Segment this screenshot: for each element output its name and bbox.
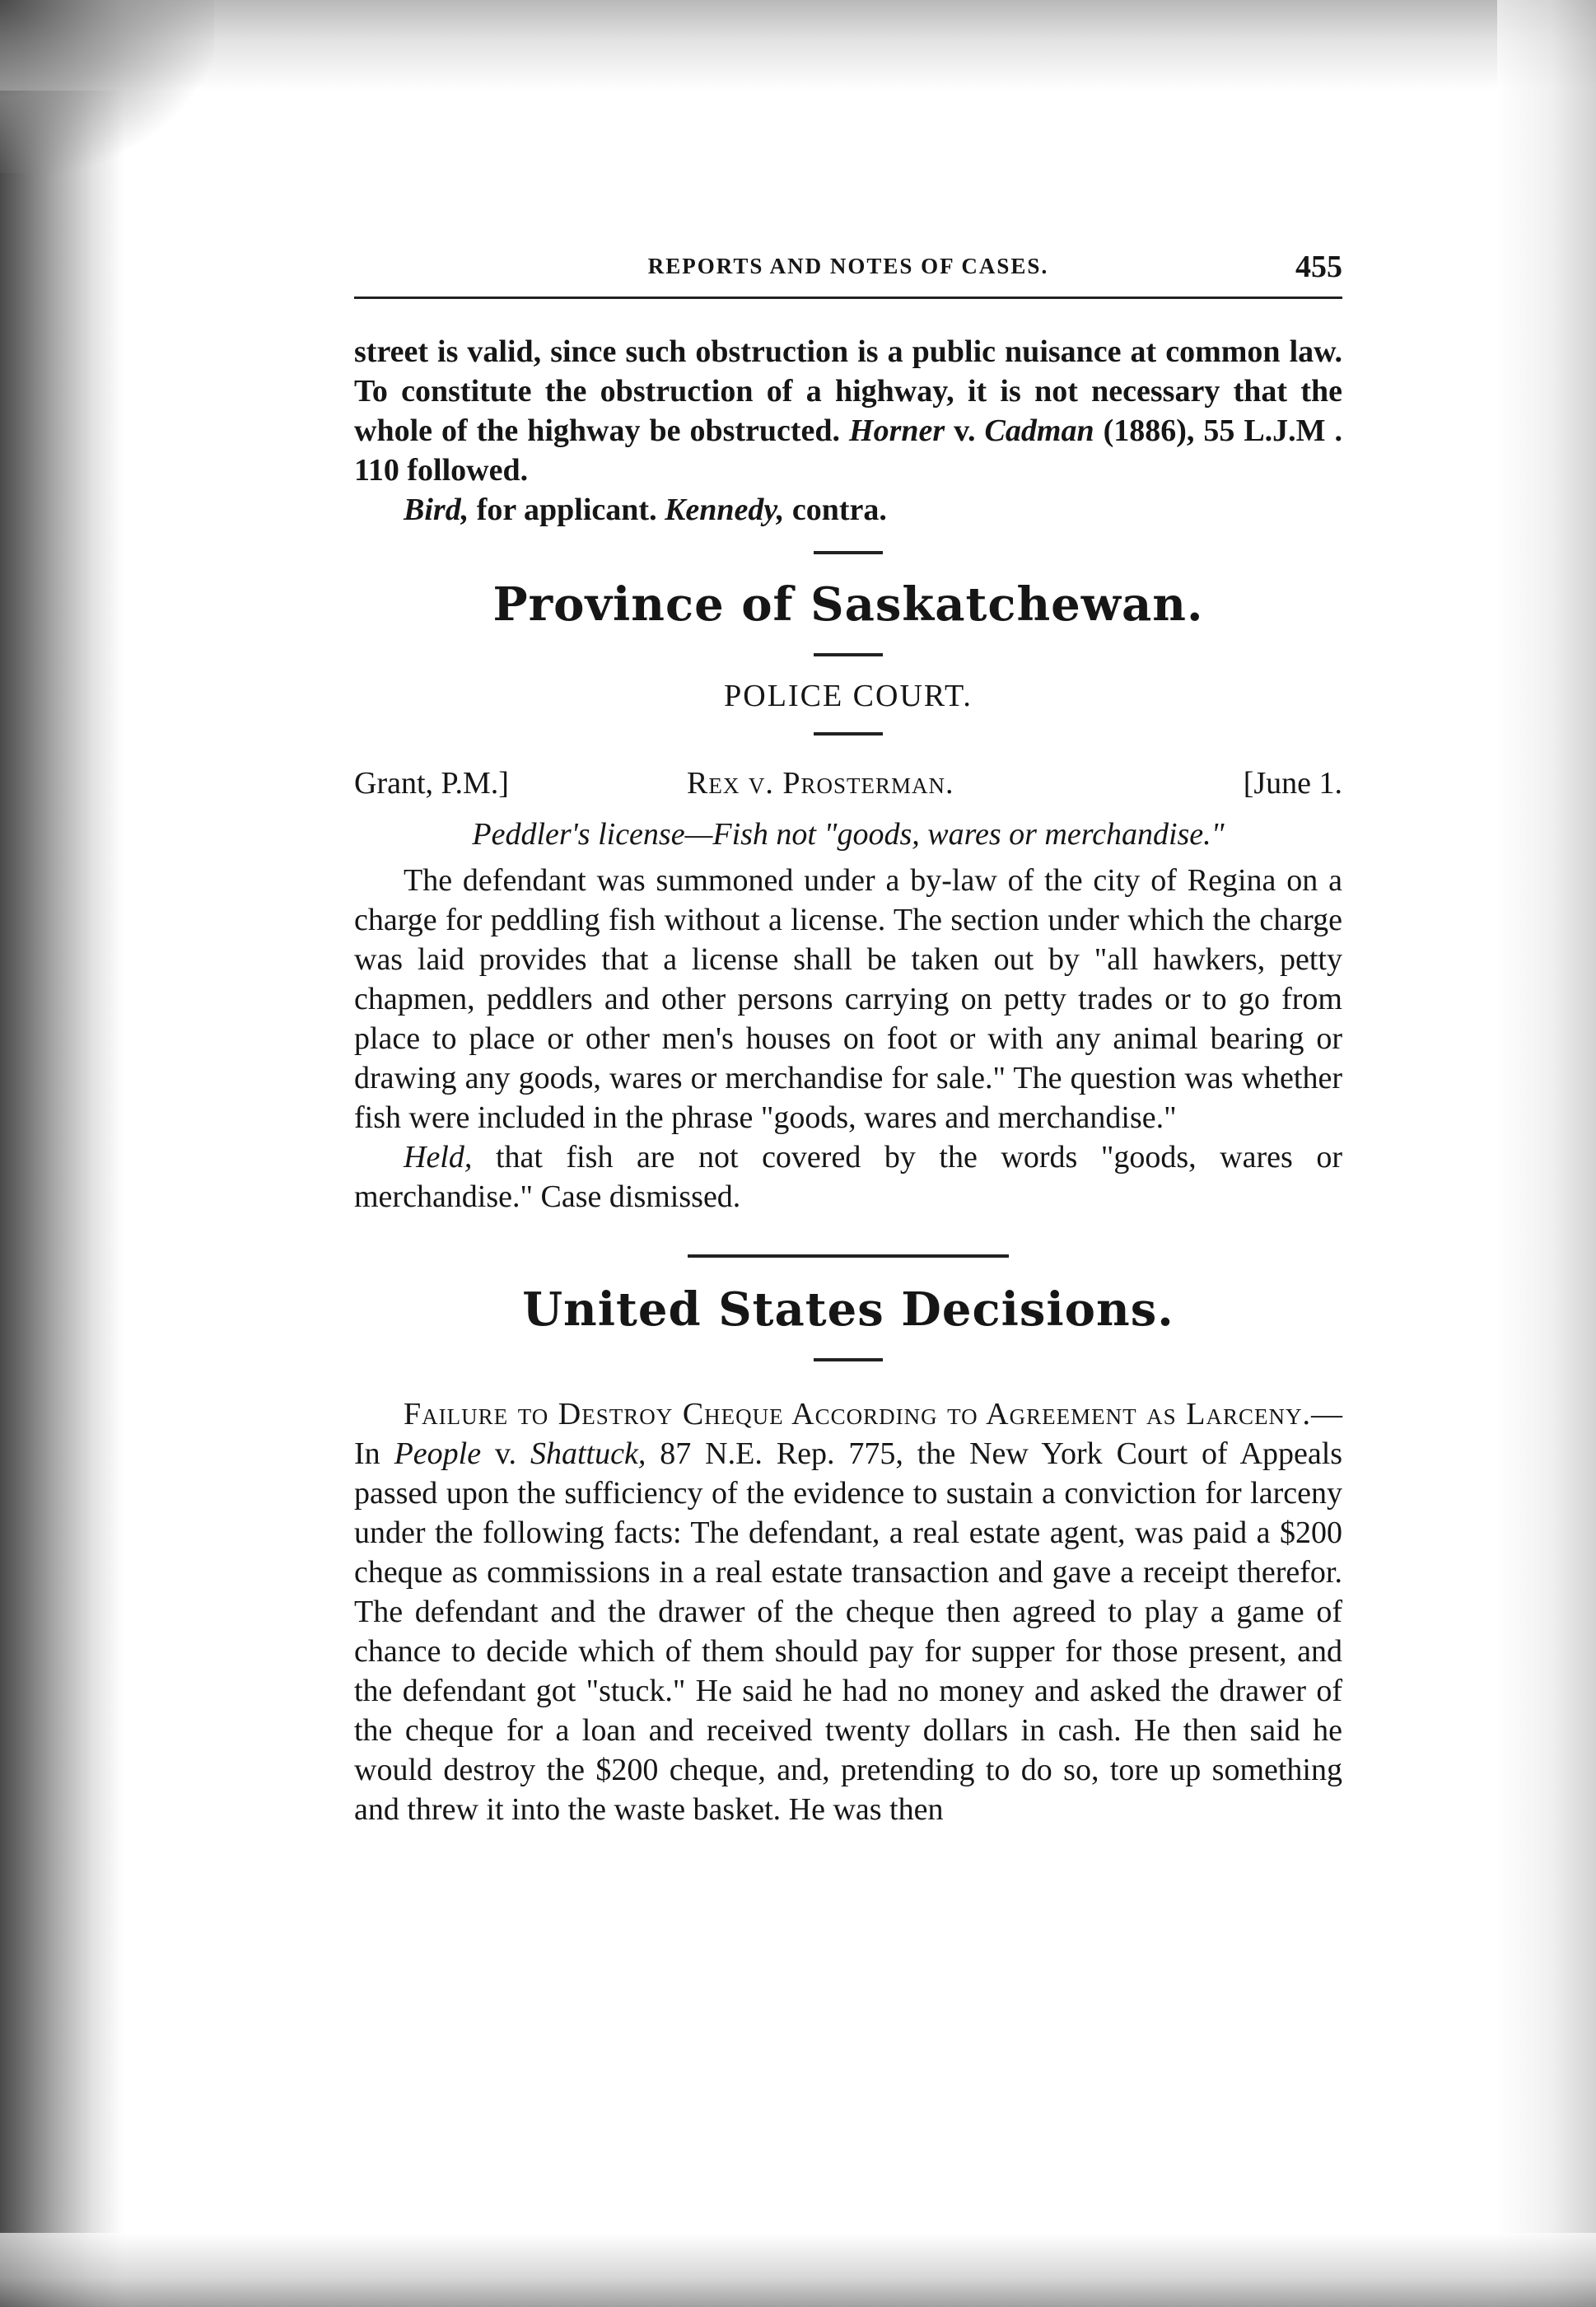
book-page (354, 247, 1342, 1829)
headnote: Peddler's license—Fish not "goods, wares or merchandise." (472, 817, 1225, 852)
case-name-horner: Horner (849, 413, 945, 448)
intro-paragraph (354, 332, 1342, 490)
citation: (1886), 55 L.J.M . 110 followed. (354, 413, 1343, 488)
scan-shadow-bottom (0, 2233, 1596, 2307)
case-name: Rex v. Prosterman. (687, 766, 954, 801)
running-head-title: REPORTS AND NOTES OF CASES. (647, 254, 1049, 278)
held-paragraph (354, 1137, 1342, 1217)
held-label: Held, (404, 1140, 473, 1175)
court-heading: POLICE COURT. (724, 679, 973, 713)
intro-text: street is valid, since such obstruction is a public nuisance at common law. To constitute the obstruction of a highway, it is not necessary that the whole of the highway be obstructed. (354, 334, 1342, 448)
judge: Grant, P.M.] (354, 766, 509, 801)
us-case-paragraph (354, 1394, 1342, 1829)
case-name-people: People (394, 1436, 482, 1471)
scan-shadow-left (0, 0, 124, 2307)
scan-shadow-top (0, 0, 1596, 91)
counsel-applicant-name: Bird, (404, 493, 469, 527)
counsel-contra-name: Kennedy, (665, 493, 785, 527)
lead-dash: —In (354, 1397, 1342, 1471)
facts-paragraph: The defendant was summoned under a by-law of the city of Regina on a charge for peddling fish without a license. The section under which the charge was laid provides that a license shall be taken out by "all hawkers, petty chapmen, peddlers and other persons carrying on petty trades or to go from place to place or other men's houses on foot or with any animal bearing or drawing any goods, wares or merchandise for sale." The question was whether fish were included in the phrase "goods, wares and merchandise." (354, 863, 1342, 1135)
counsel-applicant-role: for applicant. (476, 493, 657, 527)
case-name-shattuck: Shattuck, (530, 1436, 646, 1471)
held-text: that fish are not covered by the words "goods, wares or merchandise." Case dismissed. (354, 1140, 1343, 1214)
section-heading-saskatchewan: Province of Saskatchewan. (492, 577, 1204, 632)
versus: v. (495, 1436, 517, 1471)
case-caption (354, 765, 1342, 806)
running-head (354, 247, 1342, 299)
scan-shadow-corner (0, 0, 214, 173)
page-number: 455 (1295, 250, 1342, 284)
topic-heading: Failure to Destroy Cheque According to Agreement as Larceny. (404, 1397, 1311, 1431)
section-heading-united-states: United States Decisions. (522, 1282, 1174, 1337)
us-case-body: 87 N.E. Rep. 775, the New York Court of Appeals passed upon the sufficiency of the evidence to sustain a conviction for larceny under the following facts: The defendant, a real estate agent, was paid a $200 cheque as commissions in a real estate transaction and gave a receipt therefor. The defendant and the drawer of the cheque then agreed to play a game of chance to decide which of them should pay for supper for those present, and the defendant got "stuck." He said he had no money and asked the drawer of the cheque for a loan and received twenty dollars in cash. He then said he would destroy the $200 cheque, and, pretending to do so, tore up something and threw it into the waste basket. He was then (354, 1436, 1343, 1827)
case-date: [June 1. (1243, 766, 1342, 801)
counsel-contra-role: contra. (791, 493, 887, 527)
case-name-cadman: Cadman (984, 413, 1094, 448)
scan-shadow-right (1497, 0, 1596, 2307)
counsel-line (354, 490, 1342, 530)
versus: v. (954, 413, 976, 448)
